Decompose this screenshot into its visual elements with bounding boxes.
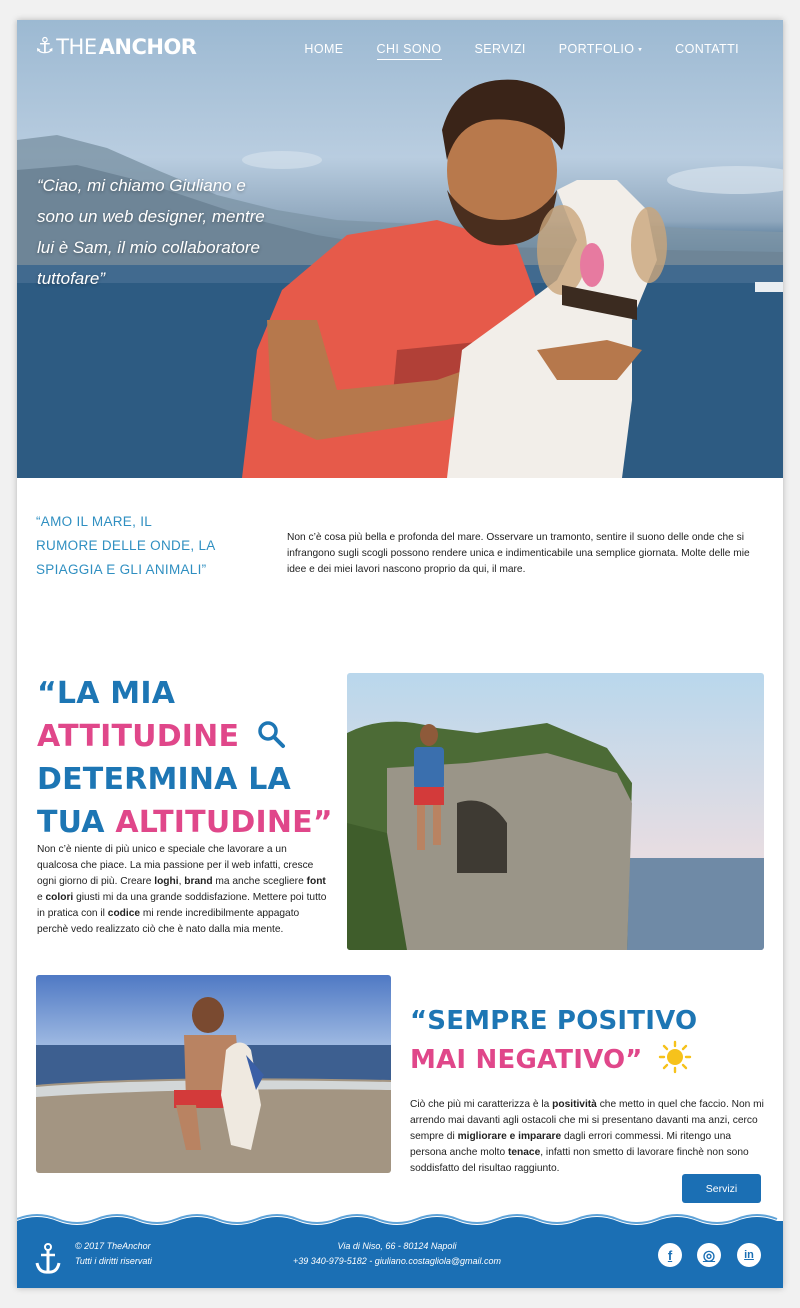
intro-text: Non c’è cosa più bella e profonda del mare. Osservare un tramonto, sentire il suono delle onde che si infrangono sugli scogli possono rendere unica e indimenticabile una semplice giornata. Molte delle mie idee e dei miei lavori nascono proprio da qui, il mare.: [287, 532, 750, 575]
attitude-line-4b: ALTITUDINE: [115, 805, 313, 840]
nav-services[interactable]: SERVIZI: [474, 42, 526, 56]
attitude-heading: [37, 672, 333, 844]
positive-line-2: MAI NEGATIVO”: [410, 1045, 643, 1075]
intro-quote: “AMO IL MARE, IL RUMORE DELLE ONDE, LA SPIAGGIA E GLI ANIMALI”: [36, 514, 215, 577]
rights-text: Tutti i diritti riservati: [75, 1256, 152, 1266]
services-button[interactable]: Servizi: [682, 1174, 761, 1203]
nav-portfolio[interactable]: [559, 42, 642, 60]
nav-contacts[interactable]: CONTATTI: [675, 42, 739, 56]
positive-text-part: , infatti non smetto di lavorare finchè non sono soddisfatto del risultao raggiunto.: [410, 1147, 749, 1174]
positive-text-part: dagli errori commessi. Mi ritengo una persona anche molto: [410, 1131, 732, 1158]
footer-copyright: [75, 1239, 152, 1269]
contact-text: +39 340-979-5182 - giuliano.costagliola@gmail.com: [292, 1256, 501, 1266]
hero: [17, 20, 783, 478]
attitude-bold-code: codice: [107, 908, 141, 919]
attitude-line-3: DETERMINA LA: [37, 762, 291, 797]
attitude-bold-colors: colori: [45, 892, 74, 903]
attitude-text-part: ,: [178, 876, 185, 887]
attitude-bold-font: font: [306, 876, 326, 887]
attitude-bold-brand: brand: [184, 876, 213, 887]
attitude-line-4c: ”: [312, 805, 333, 840]
attitude-text-part: giusti mi da una grande soddisfazione. Mettere poi tutto in pratica con il: [37, 892, 327, 919]
positive-text-part: Ciò che più mi caratterizza è la: [410, 1099, 553, 1110]
page: [17, 20, 783, 1288]
brand-prefix: THE: [56, 34, 97, 59]
linkedin-icon[interactable]: in: [737, 1243, 761, 1267]
footer: [17, 1213, 783, 1288]
nav-about[interactable]: CHI SONO: [377, 42, 442, 60]
caret-down-icon: ▾: [638, 46, 643, 54]
attitude-text-part: e: [37, 892, 46, 903]
brand-name: ANCHOR: [98, 34, 197, 59]
attitude-line-1: “LA MIA: [37, 676, 176, 711]
footer-contacts: [247, 1239, 547, 1269]
positive-bold-tenacious: tenace: [507, 1147, 541, 1158]
ruins-photo: [347, 673, 764, 950]
ruins-photo-image: [347, 673, 764, 950]
brand-logo[interactable]: [35, 34, 196, 59]
copyright-text: © 2017 TheAnchor: [75, 1241, 151, 1251]
attitude-bold-logos: loghi: [154, 876, 179, 887]
address-text: Via di Niso, 66 - 80124 Napoli: [337, 1241, 457, 1251]
positive-heading: [410, 1003, 697, 1079]
attitude-text-part: Non c’è niente di più unico e speciale che lavorare a un qualcosa che piace. La mia passione per il web infatti, cresce ogni giorno di più. Creare: [37, 844, 314, 887]
beach-photo-image: [36, 975, 391, 1173]
nav-portfolio-label: PORTFOLIO: [558, 42, 635, 56]
hero-quote: “Ciao, mi chiamo Giuliano e sono un web designer, mentre lui è Sam, il mio collaboratore tuttofare”: [37, 176, 265, 288]
sun-icon: [658, 1040, 692, 1074]
positive-line-1: “SEMPRE POSITIVO: [410, 1006, 698, 1036]
attitude-text-part: ma anche scegliere: [212, 876, 307, 887]
attitude-text-part: mi rende incredibilmente appagato perchè vedo realizzato ciò che è nato dalla mia mente.: [37, 908, 300, 935]
nav-home[interactable]: HOME: [304, 42, 344, 56]
attitude-line-4a: TUA: [37, 805, 116, 840]
search-icon: [256, 719, 286, 749]
instagram-icon[interactable]: ◎: [697, 1243, 721, 1267]
positive-bold-positivity: positività: [552, 1099, 597, 1110]
positive-text: [410, 1097, 770, 1177]
anchor-icon: [35, 1243, 61, 1275]
positive-text-part: che metto in quel che faccio. Non mi arrendo mai davanti agli ostacoli che mi si presentano davanti ma anzi, cerco sempre di: [410, 1099, 764, 1142]
anchor-icon: ⚓: [35, 34, 55, 59]
attitude-text: [37, 842, 327, 938]
attitude-line-2: ATTITUDINE: [37, 719, 240, 754]
positive-bold-improve: migliorare e imparare: [457, 1131, 562, 1142]
main-nav: [304, 42, 739, 60]
beach-photo: [36, 975, 391, 1173]
facebook-icon[interactable]: f: [658, 1243, 682, 1267]
